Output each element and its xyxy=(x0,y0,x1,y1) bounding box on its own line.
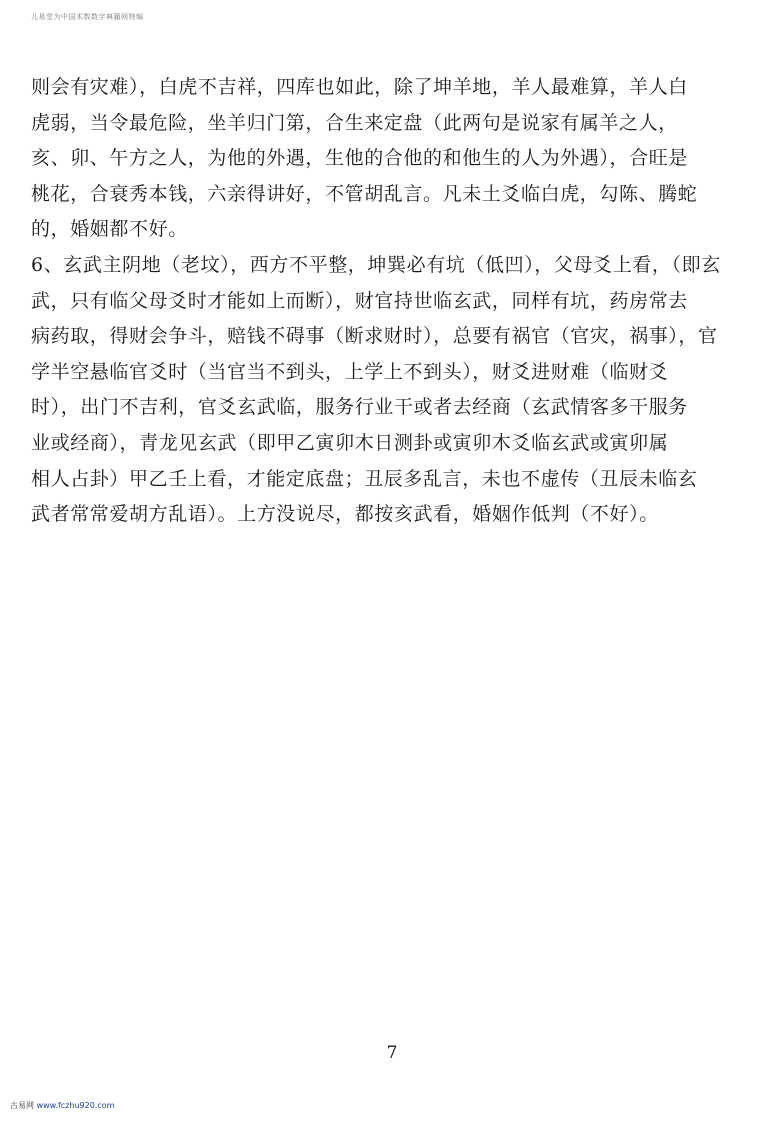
text-line: 武者常常爱胡方乱语）。上方没说尽，都按亥武看，婚姻作低判（不好）。 xyxy=(31,503,659,526)
footer-watermark xyxy=(10,1100,114,1111)
text-line: 武，只有临父母爻时才能如上而断），财官持世临玄武，同样有坑，药房常去 xyxy=(31,289,688,312)
site-url-link[interactable]: www.fczhu920.com xyxy=(36,1101,115,1110)
text-line: 亥、卯、午方之人，为他的外遇，生他的合他的和他生的人为外遇），合旺是 xyxy=(31,147,688,170)
text-line: 虎弱，当令最危险，坐羊归门第，合生来定盘（此两句是说家有属羊之人， xyxy=(31,111,678,134)
header-note: 儿易堂为中国术数数字典籍网特编 xyxy=(31,13,144,21)
text-line: 学半空悬临官爻时（当官当不到头，上学上不到头），财爻进财难（临财爻 xyxy=(31,360,669,383)
site-name: 古易网 xyxy=(10,1101,34,1110)
text-line: 业或经商），青龙见玄武（即甲乙寅卯木日测卦或寅卯木爻临玄武或寅卯属 xyxy=(31,431,669,454)
paragraph-white-tiger xyxy=(31,70,731,248)
page-number: 7 xyxy=(386,1043,398,1063)
page-body xyxy=(31,70,731,533)
paragraph-black-tortoise xyxy=(31,248,731,533)
text-line: 的，婚姻都不好。 xyxy=(31,218,188,241)
text-line: 6、玄武主阴地（老坟），西方不平整，坤巽必有坑（低凹），父母爻上看，（即玄 xyxy=(31,253,721,276)
text-line: 桃花，合衰秀本钱，六亲得讲好，不管胡乱言。凡未土爻临白虎，勾陈、腾蛇 xyxy=(31,182,698,205)
text-line: 病药取，得财会争斗，赔钱不碍事（断求财时），总要有祸官（官灾，祸事），官 xyxy=(31,325,718,348)
text-line: 时），出门不吉利，官爻玄武临，服务行业干或者去经商（玄武情客多干服务 xyxy=(31,396,688,419)
text-line: 相人占卦）甲乙壬上看，才能定底盘；丑辰多乱言，未也不虚传（丑辰未临玄 xyxy=(31,467,698,490)
text-line: 则会有灾难），白虎不吉祥，四库也如此，除了坤羊地，羊人最难算，羊人白 xyxy=(31,76,688,98)
